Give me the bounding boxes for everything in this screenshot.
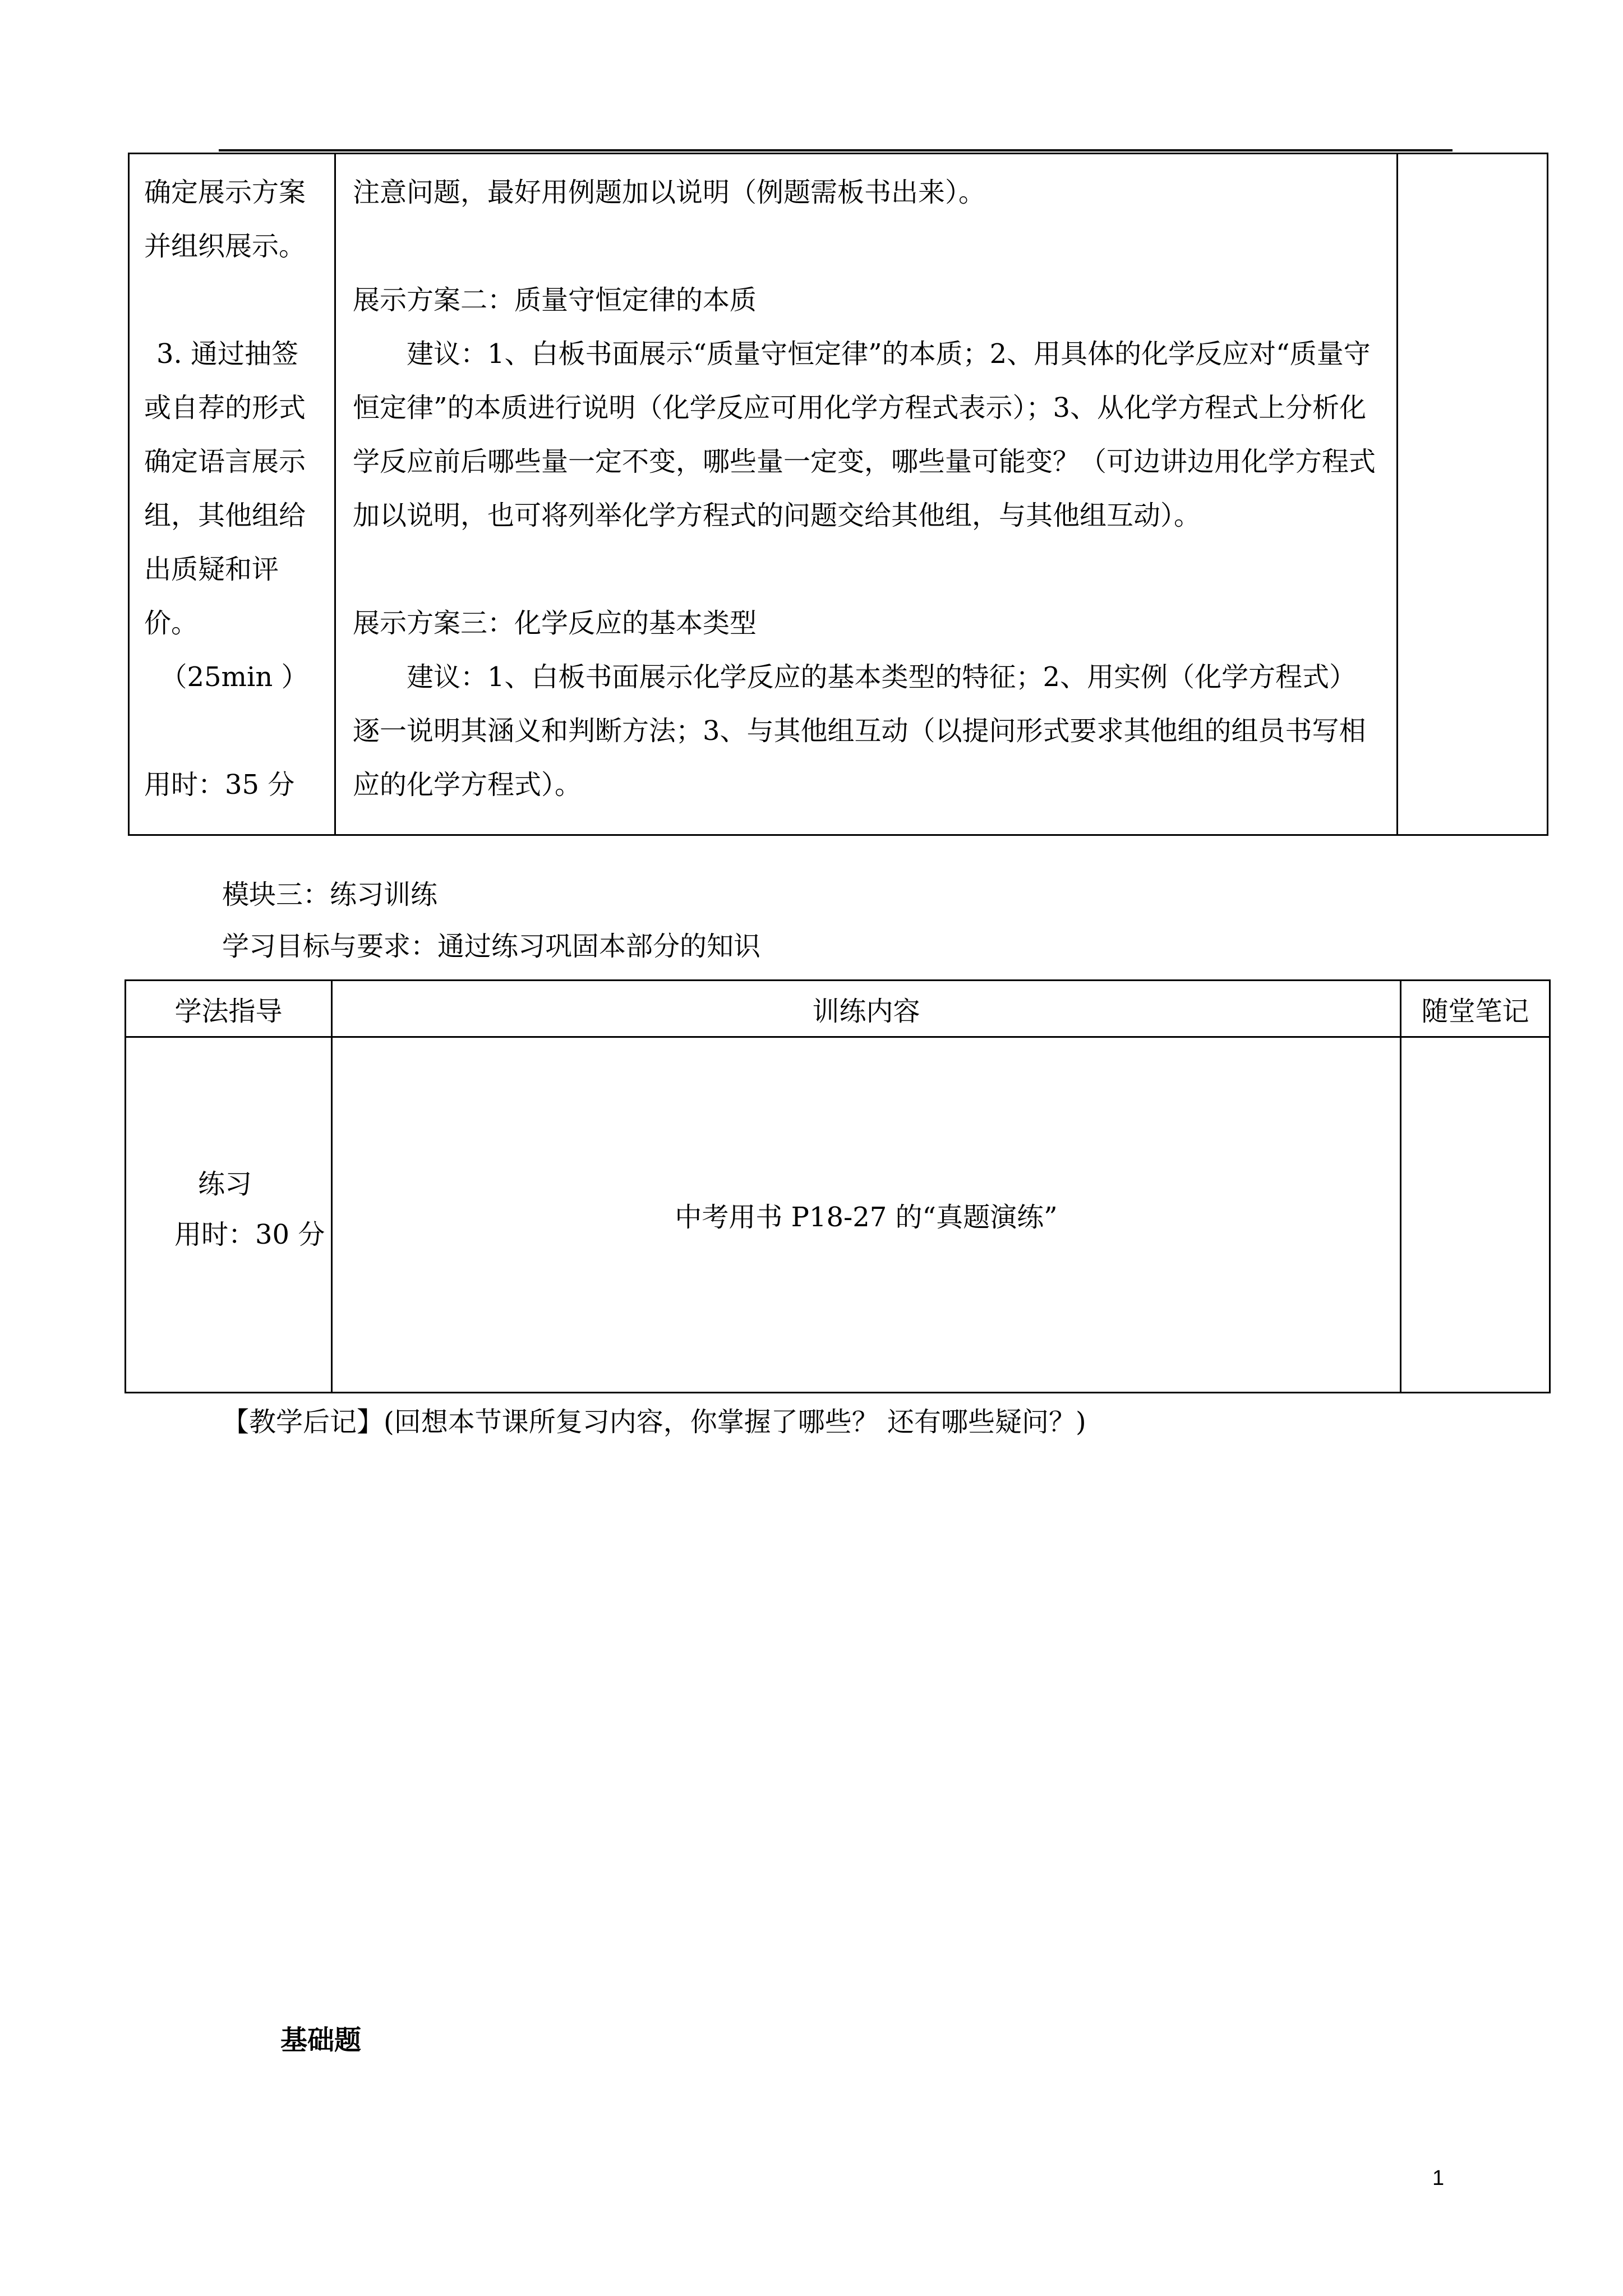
content-cell	[335, 154, 1398, 835]
scheme2-title: 展示方案二：质量守恒定律的本质	[353, 284, 757, 316]
practice-table	[125, 979, 1551, 1393]
page-number: 1	[1432, 2166, 1445, 2190]
practice-label: 练习	[198, 1168, 252, 1200]
guidance-line: 或自荐的形式	[144, 392, 306, 424]
practice-content-cell	[332, 1037, 1401, 1393]
teaching-postscript: 【教学后记】(回想本节课所复习内容，你掌握了哪些？ 还有哪些疑问？)	[222, 1406, 1086, 1438]
guidance-line: 出质疑和评价。	[144, 554, 279, 639]
scheme3-title: 展示方案三：化学反应的基本类型	[353, 608, 757, 639]
notes-cell	[1398, 154, 1548, 835]
guidance-line: 确定展示方案	[144, 177, 306, 208]
guidance-line: 确定语言展示	[144, 446, 306, 477]
guidance-line: 并组织展示。	[144, 231, 306, 262]
module-goal: 学习目标与要求：通过练习巩固本部分的知识	[222, 931, 761, 962]
guidance-line: 3. 通过抽签	[156, 338, 299, 370]
content-paragraph: 注意问题，最好用例题加以说明（例题需板书出来）。	[353, 177, 986, 208]
header-notes: 随堂笔记	[1401, 981, 1550, 1037]
activity-table	[128, 153, 1548, 836]
guidance-line: 组，其他组给	[144, 500, 306, 531]
practice-notes-cell	[1401, 1037, 1550, 1393]
header-rule	[219, 149, 1453, 151]
module-title: 模块三：练习训练	[222, 879, 438, 910]
header-content: 训练内容	[332, 981, 1401, 1037]
section-basic-heading: 基础题	[280, 2024, 362, 2056]
header-method: 学法指导	[126, 981, 332, 1037]
practice-time: 用时：30 分	[174, 1218, 325, 1250]
scheme2-body: 建议：1、白板书面展示“质量守恒定律”的本质；2、用具体的化学反应对“质量守恒定律”的本质进行说明（化学反应可用化学方程式表示）；3、从化学方程式上分析化学反应前后哪些量一定不变，哪些量一定变，哪些量可能变？（可边讲边用化学方程式加以说明，也可将列举化学方程式的问题交给其他组，与其他组互动）。	[353, 338, 1376, 531]
practice-content: 中考用书 P18-27 的“真题演练”	[675, 1202, 1058, 1233]
guidance-duration: （25min ）	[160, 661, 308, 693]
practice-guidance-cell	[126, 1037, 332, 1393]
guidance-cell	[129, 154, 335, 835]
guidance-time: 用时：35 分	[144, 769, 295, 800]
scheme3-body: 建议：1、白板书面展示化学反应的基本类型的特征；2、用实例（化学方程式）逐一说明其涵义和判断方法；3、与其他组互动（以提问形式要求其他组的组员书写相应的化学方程式）。	[353, 661, 1366, 800]
